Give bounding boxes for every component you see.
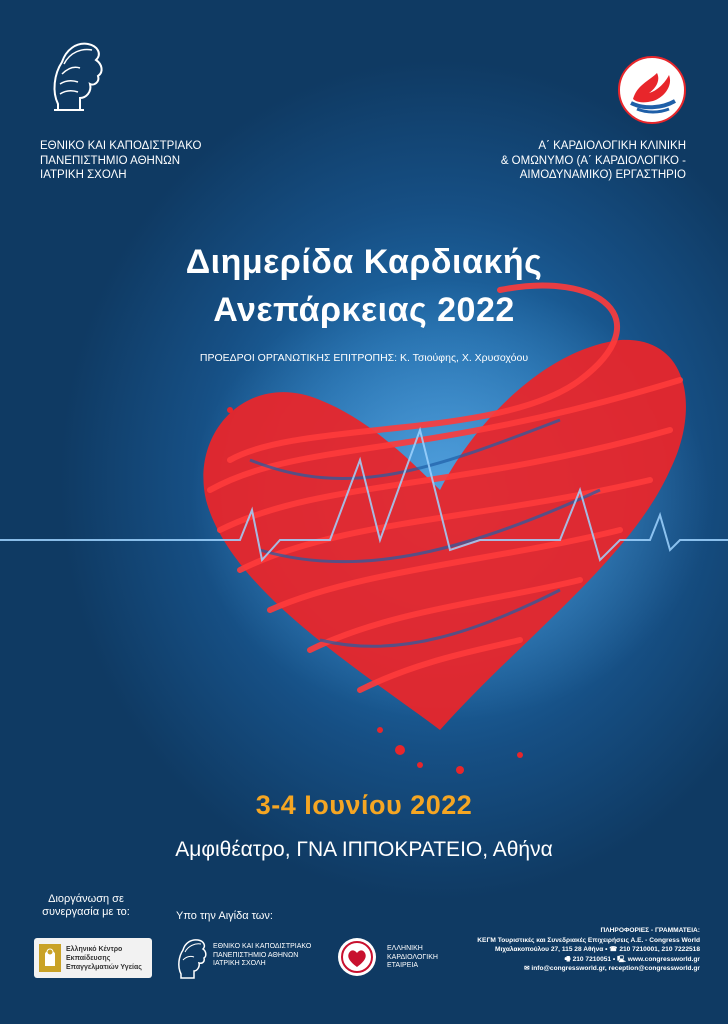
hcs-name-line: ΕΛΛΗΝΙΚΗ: [387, 945, 423, 952]
info-company: ΚΕΓΜ Τουριστικές και Συνεδριακές Επιχειρήσεις Α.Ε. - Congress World: [477, 936, 700, 944]
organizer-name: [66, 945, 142, 972]
info-email[interactable]: ✉ info@congressworld.gr, reception@congressworld.gr: [524, 965, 700, 973]
uoa-name-line: ΕΘΝΙΚΟ ΚΑΙ ΚΑΠΟΔΙΣΤΡΙΑΚΟ: [213, 943, 312, 950]
organizer-logo: [34, 938, 152, 978]
event-date: 3-4 Ιουνίου 2022: [255, 790, 473, 820]
organizer-name-line: Ελληνικό Κέντρο: [66, 945, 123, 953]
right-institution-line: & ΟΜΩΝΥΜΟ (Α΄ ΚΑΡΔΙΟΛΟΓΙΚΟ -: [500, 154, 686, 167]
organizer-label-line: συνεργασία με το:: [42, 906, 130, 918]
organizer-emblem-icon: [39, 944, 61, 972]
athena-small-logo-icon: [173, 934, 209, 980]
left-institution-line: ΙΑΤΡΙΚΗ ΣΧΟΛΗ: [40, 169, 127, 181]
info-address: Μιχαλακοπούλου 27, 115 28 Αθήνα • ☎ 210 7210001, 210 7222518: [494, 946, 700, 954]
heart-artwork: [0, 260, 728, 800]
right-institution-line: Α΄ ΚΑΡΔΙΟΛΟΓΙΚΗ ΚΛΙΝΙΚΗ: [538, 140, 686, 152]
hcs-name-line: ΚΑΡΔΙΟΛΟΓΙΚΗ: [387, 953, 438, 961]
cardiology-clinic-logo-icon: [617, 55, 687, 125]
aegis-label: Υπο την Αιγίδα των:: [176, 910, 273, 922]
uoa-name-line: ΙΑΤΡΙΚΗ ΣΧΟΛΗ: [213, 960, 266, 967]
event-title-line: Διημερίδα Καρδιακής: [185, 243, 543, 281]
info-heading: ΠΛΗΡΟΦΟΡΙΕΣ - ΓΡΑΜΜΑΤΕΙΑ:: [600, 927, 700, 934]
left-institution-name: [40, 139, 201, 183]
hcs-name-line: ΕΤΑΙΡΕΙΑ: [387, 962, 418, 969]
left-institution-line: ΕΘΝΙΚΟ ΚΑΙ ΚΑΠΟΔΙΣΤΡΙΑΚΟ: [40, 140, 202, 152]
athena-logo-icon: [44, 34, 106, 114]
event-title: [0, 238, 728, 334]
info-fax-web[interactable]: 🖷 210 7210051 • 🖳 www.congressworld.gr: [564, 955, 700, 963]
left-institution-line: ΠΑΝΕΠΙΣΤΗΜΙΟ ΑΘΗΝΩΝ: [40, 154, 181, 167]
organizer-name-line: Εκπαίδευσης: [66, 954, 111, 962]
secretariat-info: [477, 926, 700, 974]
event-venue: Αμφιθέατρο, ΓΝΑ ΙΠΠΟΚΡΑΤΕΙΟ, Αθήνα: [175, 838, 553, 861]
event-title-line: Ανεπάρκειας 2022: [213, 291, 515, 329]
organizer-label: [26, 893, 146, 919]
organizer-label-line: Διοργάνωση σε: [48, 893, 124, 905]
uoa-name: [213, 943, 311, 969]
hellenic-cardiology-society-logo-icon: [337, 937, 377, 977]
right-institution-name: [501, 139, 686, 183]
organizing-committee: ΠΡΟΕΔΡΟΙ ΟΡΓΑΝΩΤΙΚΗΣ ΕΠΙΤΡΟΠΗΣ: Κ. Τσιούφης, Χ. Χρυσοχόου: [199, 352, 529, 364]
hcs-name: [387, 945, 438, 971]
uoa-name-line: ΠΑΝΕΠΙΣΤΗΜΙΟ ΑΘΗΝΩΝ: [213, 951, 299, 959]
organizer-name-line: Επαγγελματιών Υγείας: [66, 963, 142, 971]
right-institution-line: ΑΙΜΟΔΥΝΑΜΙΚΟ) ΕΡΓΑΣΤΗΡΙΟ: [519, 169, 686, 181]
